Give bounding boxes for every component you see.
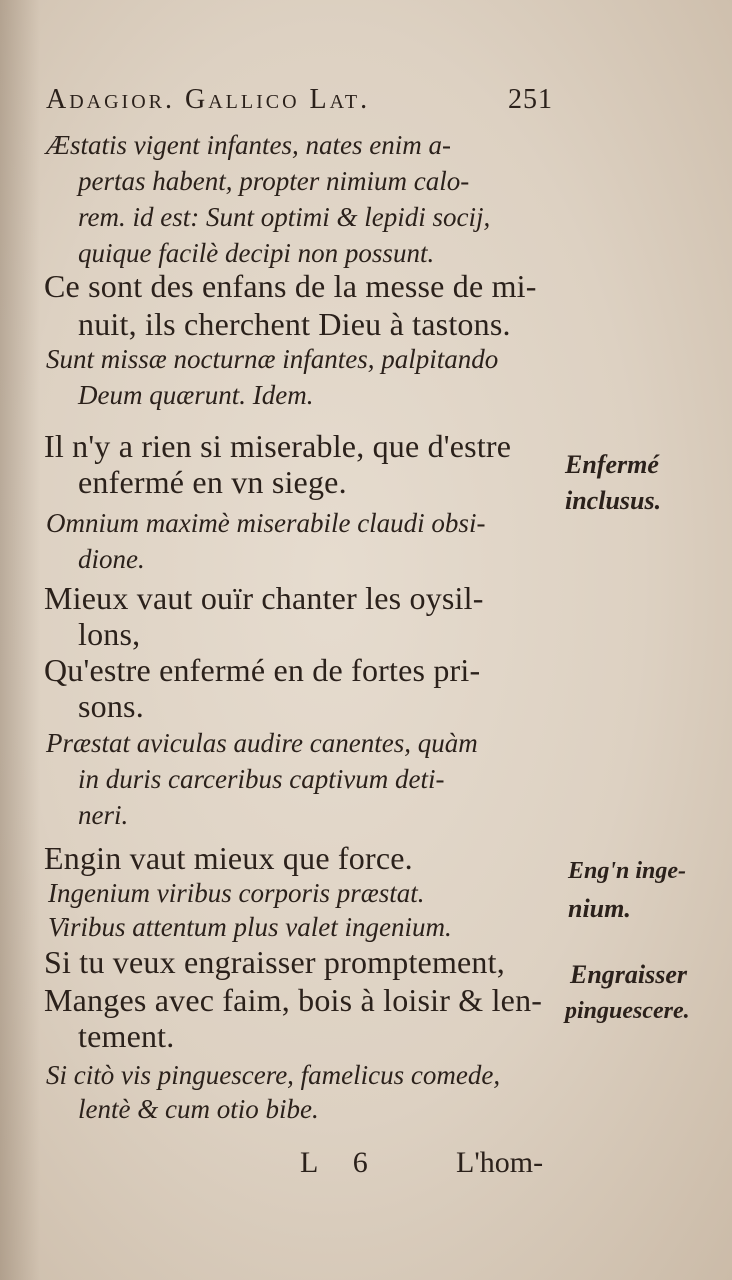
text-line: Ingenium viribus corporis præstat. bbox=[48, 878, 425, 908]
page-gutter-shadow bbox=[0, 0, 40, 1280]
page-number: 251 bbox=[508, 84, 553, 115]
margin-note: Enfermé bbox=[565, 450, 659, 479]
text-line: Si tu veux engraisser promptement, bbox=[44, 944, 505, 980]
text-line: Præstat aviculas audire canentes, quàm bbox=[46, 728, 478, 758]
text-line: Mieux vaut ouïr chanter les oysil- bbox=[44, 580, 484, 616]
text-line: Omnium maximè miserabile claudi obsi- bbox=[46, 508, 486, 538]
text-line: Ce sont des enfans de la messe de mi- bbox=[44, 268, 537, 304]
running-header-title: Adagior. Gallico Lat. bbox=[46, 84, 371, 115]
text-line: neri. bbox=[78, 800, 129, 830]
text-line: sons. bbox=[78, 688, 144, 724]
text-line: pertas habent, propter nimium calo- bbox=[78, 166, 470, 196]
margin-note: nium. bbox=[568, 894, 631, 923]
text-line: Manges avec faim, bois à loisir & len- bbox=[44, 982, 543, 1018]
text-line: in duris carceribus captivum deti- bbox=[78, 764, 445, 794]
margin-note: inclusus. bbox=[565, 486, 662, 515]
text-line: lons, bbox=[78, 616, 141, 652]
margin-note: Eng'n inge- bbox=[568, 858, 687, 884]
catchword: L'hom- bbox=[456, 1146, 544, 1179]
margin-note: Engraisser bbox=[570, 960, 688, 989]
text-line: Si citò vis pinguescere, famelicus comede, bbox=[46, 1060, 501, 1090]
signature-mark: L 6 bbox=[300, 1146, 382, 1179]
text-line: tement. bbox=[78, 1018, 175, 1054]
text-line: lentè & cum otio bibe. bbox=[78, 1094, 319, 1124]
text-line: quique facilè decipi non possunt. bbox=[78, 238, 435, 268]
text-line: Engin vaut mieux que force. bbox=[44, 840, 413, 876]
text-line: rem. id est: Sunt optimi & lepidi socij, bbox=[78, 202, 491, 232]
text-line: nuit, ils cherchent Dieu à tastons. bbox=[78, 306, 511, 342]
text-line: Æstatis vigent infantes, nates enim a- bbox=[46, 130, 451, 160]
text-line: Qu'estre enfermé en de fortes pri- bbox=[44, 652, 481, 688]
text-line: Viribus attentum plus valet ingenium. bbox=[48, 912, 452, 942]
text-line: Sunt missæ nocturnæ infantes, palpitando bbox=[46, 344, 499, 374]
margin-note: pinguescere. bbox=[565, 998, 690, 1024]
text-line: Il n'y a rien si miserable, que d'estre bbox=[44, 428, 512, 464]
text-line: enfermé en vn siege. bbox=[78, 464, 347, 500]
text-line: dione. bbox=[78, 544, 145, 574]
text-line: Deum quærunt. Idem. bbox=[78, 380, 314, 410]
